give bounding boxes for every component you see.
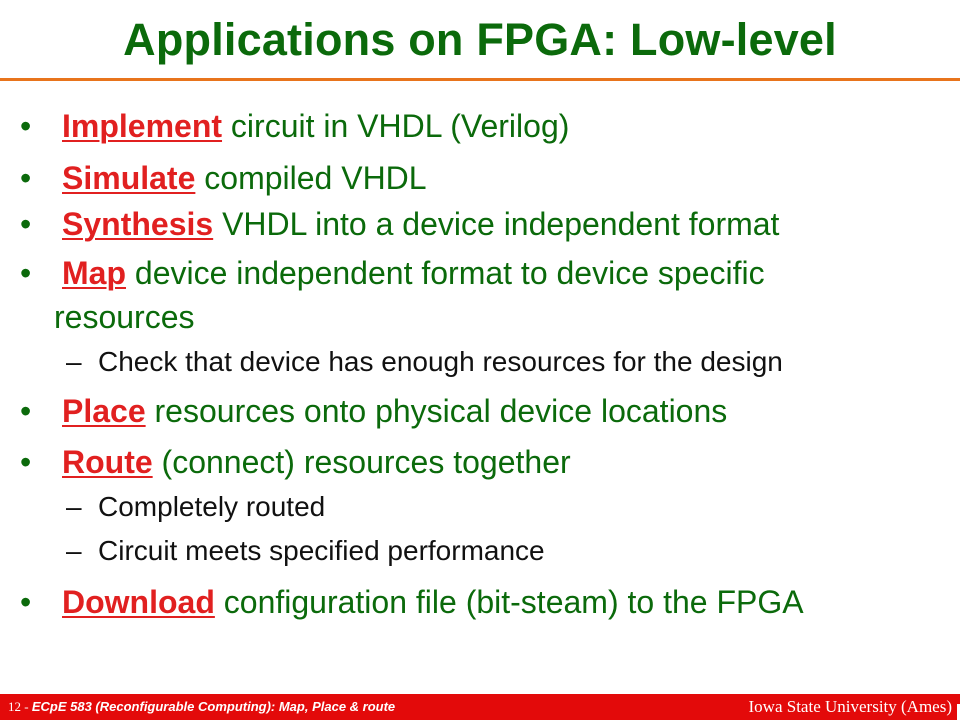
footer-bar <box>0 694 960 720</box>
bullet-text <box>62 108 569 145</box>
bullet-text <box>62 444 571 481</box>
bullet-keyword: Place <box>62 393 146 429</box>
bullet-rest: device independent format to device specific <box>126 255 765 291</box>
bullet-keyword: Download <box>62 584 215 620</box>
subbullet-text: Completely routed <box>98 491 326 522</box>
bullet-text <box>62 255 765 292</box>
bullet-dot-icon: • <box>20 108 32 144</box>
bullet-dot-icon: • <box>20 255 32 291</box>
bullet-rest: VHDL into a device independent format <box>213 206 780 242</box>
footer-course-title: ECpE 583 (Reconfigurable Computing): Map, Place & route <box>31 699 396 714</box>
bullet-keyword: Simulate <box>62 160 196 196</box>
bullet-rest: resources onto physical device locations <box>145 393 728 429</box>
bullet-rest: circuit in VHDL (Verilog) <box>222 108 570 144</box>
subbullet-text: Check that device has enough resources for the design <box>98 346 783 377</box>
dash-icon: – <box>66 535 82 566</box>
bullet-text <box>62 393 727 430</box>
bullet-dot-icon: • <box>20 206 32 242</box>
bullet-text <box>62 206 779 243</box>
bullet-keyword: Route <box>62 444 153 480</box>
dash-icon: – <box>66 491 82 522</box>
slide-title: Applications on FPGA: Low-level <box>123 14 837 65</box>
bullet-rest: (connect) resources together <box>152 444 571 480</box>
bullet-keyword: Map <box>62 255 126 291</box>
subbullet-text: Circuit meets specified performance <box>98 535 545 566</box>
bullet-keyword: Implement <box>62 108 223 144</box>
bullet-dot-icon: • <box>20 444 32 480</box>
dash-icon: – <box>66 346 82 377</box>
bullet-rest: configuration file (bit-steam) to the FPGA <box>214 584 804 620</box>
bullet-keyword: Synthesis <box>62 206 214 242</box>
bullet-text <box>62 584 804 621</box>
footer-page-number: 12 - <box>8 699 32 714</box>
footer-course-info <box>8 699 395 715</box>
bullet-rest: compiled VHDL <box>195 160 427 196</box>
bullet-continuation-text: resources <box>54 299 195 335</box>
bullet-dot-icon: • <box>20 584 32 620</box>
footer-institution: Iowa State University (Ames) <box>748 697 952 716</box>
bullet-text <box>62 160 427 197</box>
bullet-dot-icon: • <box>20 393 32 429</box>
bullet-dot-icon: • <box>20 160 32 196</box>
